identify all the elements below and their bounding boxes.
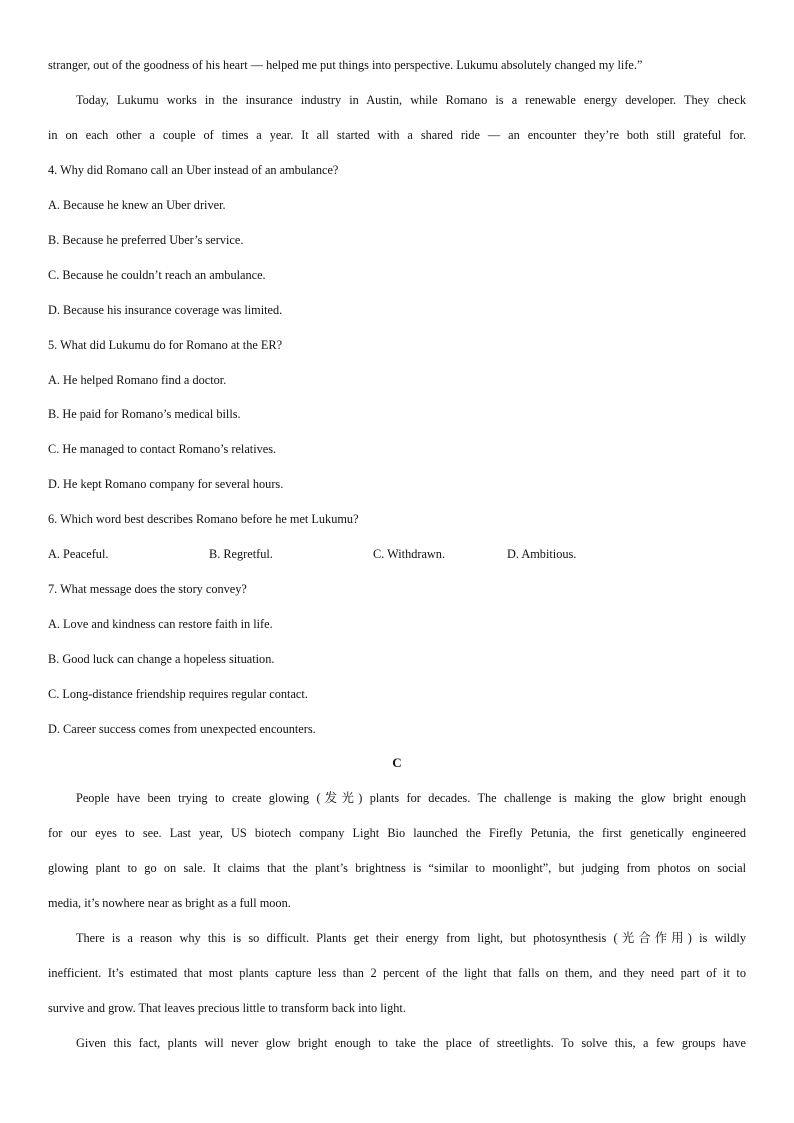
question-stem: 7. What message does the story convey? — [48, 582, 247, 596]
answer-option: C. Long-distance friendship requires regular contact. — [48, 687, 308, 701]
question-stem: 6. Which word best describes Romano before he met Lukumu? — [48, 512, 359, 526]
answer-option: D. Ambitious. — [507, 547, 577, 561]
answer-option: B. Good luck can change a hopeless situation. — [48, 652, 275, 666]
passage-line: for our eyes to see. Last year, US biotech company Light Bio launched the Firefly Petunia, the first genetically engineered — [48, 826, 746, 840]
section-heading: C — [392, 755, 402, 770]
answer-option: B. He paid for Romano’s medical bills. — [48, 407, 241, 421]
passage-line: Given this fact, plants will never glow bright enough to take the place of streetlights. To solve this, a few groups have — [76, 1036, 746, 1050]
passage-line: Today, Lukumu works in the insurance industry in Austin, while Romano is a renewable energy developer. They check — [76, 93, 746, 107]
answer-option: B. Because he preferred Uber’s service. — [48, 233, 244, 247]
passage-line: stranger, out of the goodness of his heart — helped me put things into perspective. Lukumu absolutely changed my life.” — [48, 58, 643, 72]
passage-line: survive and grow. That leaves precious little to transform back into light. — [48, 1001, 406, 1015]
passage-line: in on each other a couple of times a year. It all started with a shared ride — an encounter they’re both still grateful for. — [48, 128, 746, 142]
answer-option: A. He helped Romano find a doctor. — [48, 373, 227, 387]
answer-option: D. He kept Romano company for several hours. — [48, 477, 284, 491]
answer-option: C. He managed to contact Romano’s relatives. — [48, 442, 277, 456]
passage-line: There is a reason why this is so difficult. Plants get their energy from light, but photosynthesis (光合作用) is wildly — [76, 931, 746, 945]
passage-line: People have been trying to create glowing (发光) plants for decades. The challenge is making the glow bright enough — [76, 791, 746, 805]
answer-option: D. Because his insurance coverage was limited. — [48, 303, 283, 317]
answer-option: D. Career success comes from unexpected encounters. — [48, 722, 316, 736]
answer-option: A. Peaceful. — [48, 547, 109, 561]
question-stem: 5. What did Lukumu do for Romano at the ER? — [48, 338, 283, 352]
question-stem: 4. Why did Romano call an Uber instead of an ambulance? — [48, 163, 339, 177]
answer-option: C. Because he couldn’t reach an ambulance. — [48, 268, 266, 282]
answer-option: B. Regretful. — [209, 547, 273, 561]
passage-line: glowing plant to go on sale. It claims that the plant’s brightness is “similar to moonlight”, but judging from photos on social — [48, 861, 746, 875]
answer-option: A. Love and kindness can restore faith in life. — [48, 617, 273, 631]
answer-option: A. Because he knew an Uber driver. — [48, 198, 226, 212]
answer-option: C. Withdrawn. — [373, 547, 446, 561]
passage-line: inefficient. It’s estimated that most plants capture less than 2 percent of the light that falls on them, and they need part of it to — [48, 966, 746, 980]
passage-line: media, it’s nowhere near as bright as a full moon. — [48, 896, 291, 910]
